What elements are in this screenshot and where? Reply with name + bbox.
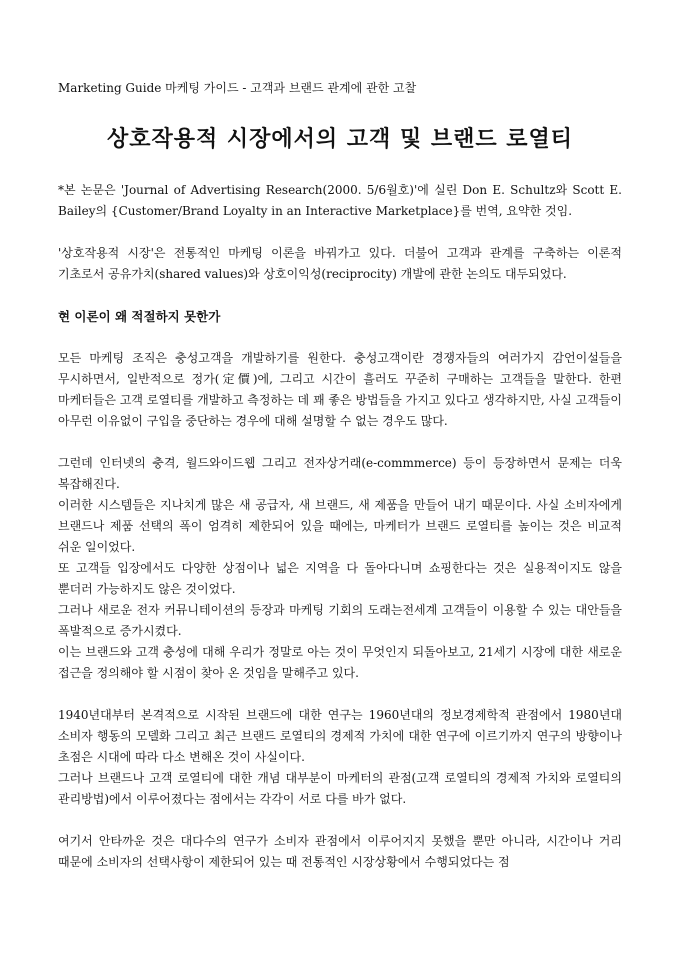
document-title: 상호작용적 시장에서의 고객 및 브랜드 로열티 (106, 126, 574, 152)
body-line: 그런데 인터넷의 충격, 월드와이드웹 그리고 전자상거래(e-commmerce) 등이 등장하면서 문제는 더욱 복잡해진다. (58, 456, 622, 491)
paragraph-gap (58, 222, 622, 243)
body-line: 이는 브랜드와 고객 충성에 대해 우리가 정말로 아는 것이 무엇인지 되돌아보고, 21세기 시장에 대한 새로운 접근을 정의해야 할 시점이 찾아 온 것임을 말해주고 있다. (58, 645, 622, 680)
body-line: 그러나 브랜드나 고객 로열티에 대한 개념 대부분이 마케터의 관점(고객 로열티의 경제적 가치와 로열티의 관리방법)에서 이루어졌다는 점에서는 각각이 서로 다를 바가 없다. (58, 771, 622, 806)
body-line: 이러한 시스템들은 지나치게 많은 새 공급자, 새 브랜드, 새 제품을 만들어 내기 때문이다. 사실 소비자에게 브랜드나 제품 선택의 폭이 엄격히 제한되어 있을 때에는, 마케터가 브랜드 로열티를 높이는 것은 비교적 쉬운 일이었다. (58, 498, 622, 554)
paragraph-gap (58, 810, 622, 831)
paragraph-gap (58, 432, 622, 453)
intro-paragraph: '상호작용적 시장'은 전통적인 마케팅 이론을 바꿔가고 있다. 더불어 고객과 관계를 구축하는 이론적 기초로서 공유가치(shared values)와 상호이익성(reciprocity) 개발에 관한 논의도 대두되었다. (58, 246, 622, 281)
body-line: 또 고객들 입장에서도 다양한 상점이나 넓은 지역을 다 돌아다니며 쇼핑한다는 것은 실용적이지도 않을 뿐더러 가능하지도 않은 것이었다. (58, 561, 622, 596)
body-paragraph: 모든 마케팅 조직은 충성고객을 개발하기를 원한다. 충성고객이란 경쟁자들의 여러가지 감언이설들을 무시하면서, 일반적으로 정가(定價)에, 그리고 시간이 흘러도 꾸준히 구매하는 고객들을 말한다. 한편 마케터들은 고객 로열티를 개발하고 측정하는 데 꽤 좋은 방법들을 가지고 있다고 생각하지만, 사실 고객들이 아무런 이유없이 구입을 중단하는 경우에 대해 설명할 수 없는 경우도 많다. (58, 351, 622, 428)
translation-note: *본 논문은 'Journal of Advertising Research(2000. 5/6월호)'에 실린 Don E. Schultz와 Scott E. Bailey의 {Customer/Brand Loyalty in an Interactive Marketplace}를 번역, 요약한 것임. (58, 183, 622, 218)
body-line: 그러나 새로운 전자 커뮤니테이션의 등장과 마케팅 기회의 도래는전세계 고객들이 이용할 수 있는 대안들을 폭발적으로 증가시켰다. (58, 603, 622, 638)
paragraph-gap (58, 684, 622, 705)
body-line: 1940년대부터 본격적으로 시작된 브랜드에 대한 연구는 1960년대의 정보경제학적 관점에서 1980년대 소비자 행동의 모델화 그리고 최근 브랜드 로열티의 경제적 가치에 대한 연구에 이르기까지 연구의 방향이나 초점은 시대에 따라 다소 변해온 것이 사실이다. (58, 708, 622, 764)
paragraph-gap (58, 327, 622, 348)
body-paragraph: 여기서 안타까운 것은 대다수의 연구가 소비자 관점에서 이루어지지 못했을 뿐만 아니라, 시간이나 거리 때문에 소비자의 선택사항이 제한되어 있는 때 전통적인 시장상황에서 수행되었다는 점 (58, 834, 622, 869)
paragraph-gap (58, 285, 622, 306)
section-heading: 현 이론이 왜 적절하지 못한가 (58, 309, 221, 324)
document-header: Marketing Guide 마케팅 가이드 - 고객과 브랜드 관계에 관한 고찰 (58, 81, 417, 95)
